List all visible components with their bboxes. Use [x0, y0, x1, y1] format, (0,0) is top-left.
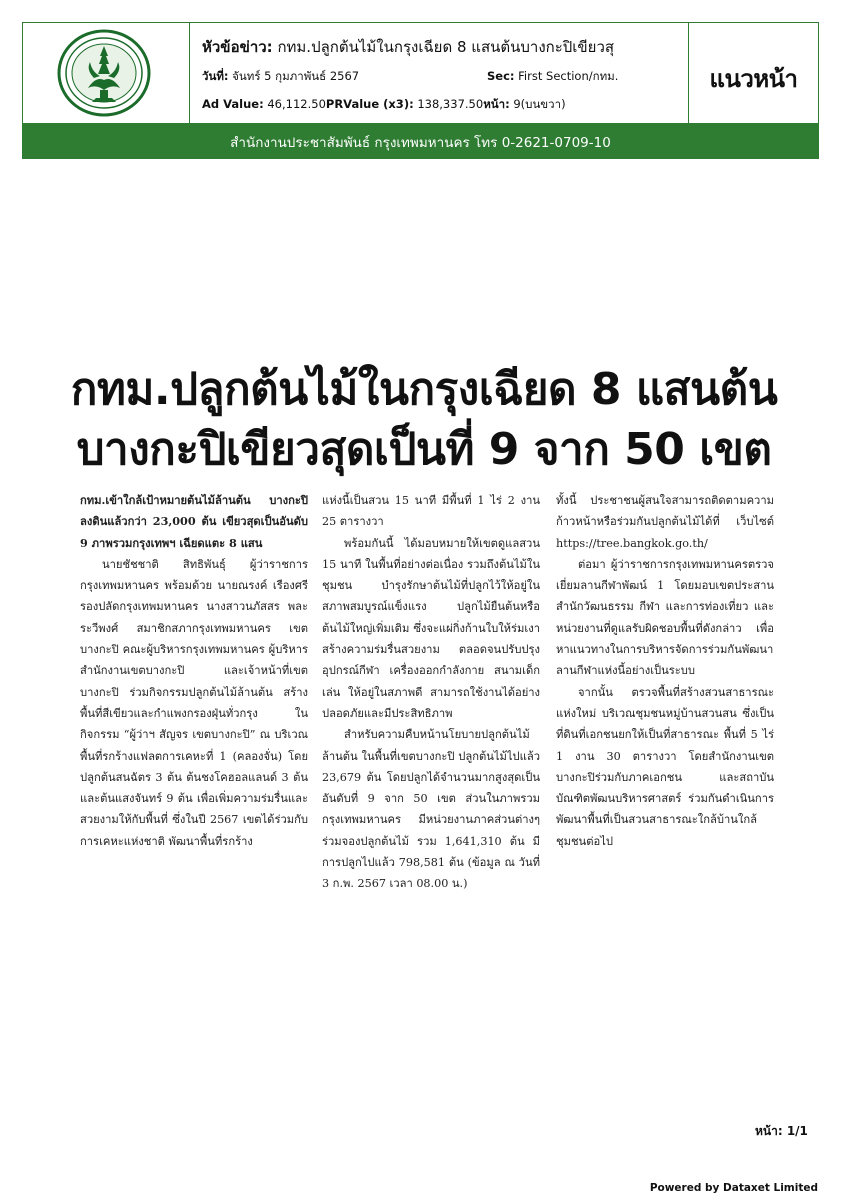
publication-cell [689, 23, 818, 123]
article-paragraph: นายชัชชาติ สิทธิพันธุ์ ผู้ว่าราชการกรุงเทพมหานคร พร้อมด้วย นายณรงค์ เรืองศรี รองปลัดกรุงเทพมหานคร นางสาวนภัสสร พละระวีพงศ์ สมาชิกสภากรุงเทพมหานคร เขตบางกะปิ คณะผู้บริหารกรุงเทพมหานคร ผู้บริหารสำนักงานเขตบางกะปิ และเจ้าหน้าที่เขตบางกะปิ ร่วมกิจกรรมปลูกต้นไม้ล้านต้น สร้างพื้นที่สีเขียวและกำแพงกรองฝุ่นทั่วกรุง ในกิจกรรม “ผู้ว่าฯ สัญจร เขตบางกะปิ” ณ บริเวณพื้นที่รกร้างแฟลตการเคหะที่ 1 (คลองจั่น) โดยปลูกต้นสนฉัตร 3 ต้น ต้นชงโคฮอลแลนด์ 3 ต้น และต้นแสงจันทร์ 9 ต้น เพื่อเพิ่มความร่มรื่นและสวยงามให้กับพื้นที่ ซึ่งในปี 2567 เขตได้ร่วมกับการเคหะแห่งชาติ พัฒนาพื้นที่รกร้าง [80, 557, 308, 848]
page-count: หน้า: 1/1 [755, 1124, 808, 1138]
value-row [202, 96, 672, 114]
article-title-line-1: กทม.ปลูกต้นไม้ในกรุงเฉียด 8 แสนต้น [70, 364, 778, 415]
logo-cell [23, 23, 190, 123]
section-label: Sec: [487, 69, 515, 83]
article-paragraph: ต่อมา ผู้ว่าราชการกรุงเทพมหานครตรวจเยี่ยมลานกีฬาพัฒน์ 1 โดยมอบเขตประสานสำนักวัฒนธรรม กีฬา และการท่องเที่ยว และหน่วยงานที่ดูแลรับผิดชอบพื้นที่ดังกล่าว เพื่อหาแนวทางในการบริหารจัดการร่วมกันพัฒนาลานกีฬาแห่งนี้อย่างเป็นระบบ [556, 557, 774, 678]
article-title-line-2: บางกะปิเขียวสุดเป็นที่ 9 จาก 50 เขต [76, 424, 772, 475]
date-value: จันทร์ 5 กุมภาพันธ์ 2567 [232, 69, 360, 83]
ad-value: 46,112.50 [267, 97, 326, 111]
publication-name: แนวหน้า [709, 65, 798, 93]
ad-value-label: Ad Value: [202, 97, 264, 111]
date-label: วันที่: [202, 69, 229, 83]
clipping-info [190, 23, 689, 123]
page-value: 9(บนขวา) [513, 97, 566, 111]
headline-text: กทม.ปลูกต้นไม้ในกรุงเฉียด 8 แสนต้นบางกะปิเขียวสุ [277, 38, 615, 56]
article-paragraph: สำหรับความคืบหน้านโยบายปลูกต้นไม้ล้านต้น ในพื้นที่เขตบางกะปิ ปลูกต้นไม้ไปแล้ว 23,679 ต้น โดยปลูกได้จำนวนมากสูงสุดเป็นอันดับที่ 9 จาก 50 เขต ส่วนในภาพรวมกรุงเทพมหานคร มีหน่วยงานภาคส่วนต่างๆ ร่วมจองปลูกต้นไม้ รวม 1,641,310 ต้น มีการปลูกไปแล้ว 798,581 ต้น (ข้อมูล ณ วันที่ 3 ก.พ. 2567 เวลา 08.00 น.) [322, 728, 540, 891]
article-paragraph: แห่งนี้เป็นสวน 15 นาที มีพื้นที่ 1 ไร่ 2 งาน 25 ตารางวา [322, 494, 540, 529]
bma-seal-logo [56, 28, 152, 118]
powered-by: Powered by Dataxet Limited [649, 1182, 818, 1194]
article-paragraph: จากนั้น ตรวจพื้นที่สร้างสวนสาธารณะแห่งใหม่ บริเวณชุมชนหมู่บ้านสวนสน ซึ่งเป็นที่ดินที่เอกชนยกให้เป็นที่สาธารณะ พื้นที่ 5 ไร่ 1 งาน 30 ตารางวา โดยสำนักงานเขตบางกะปิร่วมกับภาคเอกชน และสถาบันบัณฑิตพัฒนบริหารศาสตร์ ร่วมกันดำเนินการพัฒนาพื้นที่เป็นสวนสาธารณะใกล้บ้านใกล้ชุมชนต่อไป [556, 685, 774, 848]
headline-label: หัวข้อข่าว: [202, 38, 273, 56]
office-contact-bar: สำนักงานประชาสัมพันธ์ กรุงเทพมหานคร โทร 0-2621-0709-10 [22, 124, 819, 159]
article-lead: กทม.เข้าใกล้เป้าหมายต้นไม้ล้านต้น บางกะปิ ลงดินแล้วกว่า 23,000 ต้น เขียวสุดเป็นอันดับ 9 ภาพรวมกรุงเทพฯ เฉียดแตะ 8 แสน [80, 493, 308, 550]
article-column-2 [322, 490, 540, 895]
pr-value: 138,337.50 [417, 97, 484, 111]
article-column-1 [80, 490, 308, 852]
headline-row [202, 35, 684, 59]
article-paragraph: พร้อมกันนี้ ได้มอบหมายให้เขตดูแลสวน 15 นาที ในพื้นที่อย่างต่อเนื่อง รวมถึงต้นไม้ในชุมชน บำรุงรักษาต้นไม้ที่ปลูกไว้ให้อยู่ในสภาพสมบูรณ์แข็งแรง ปลูกไม้ยืนต้นหรือต้นไม้ใหญ่เพิ่มเติม ซึ่งจะแผ่กิ่งก้านใบให้ร่มเงา สร้างความร่มรื่นสวยงาม ตลอดจนปรับปรุงอุปกรณ์กีฬา เครื่องออกกำลังกาย สนามเด็กเล่น ให้อยู่ในสภาพดี สามารถใช้งานได้อย่างปลอดภัยและมีประสิทธิภาพ [322, 536, 540, 720]
article-column-3 [556, 490, 774, 852]
article-paragraph: ทั้งนี้ ประชาชนผู้สนใจสามารถติดตามความก้าวหน้าหรือร่วมกันปลูกต้นไม้ได้ที่ เว็บไซต์ https://tree.bangkok.go.th/ [556, 494, 774, 550]
clipping-header [22, 22, 819, 124]
section-field [487, 68, 618, 86]
pr-value-label: PRValue (x3): [325, 97, 414, 111]
date-row [202, 68, 672, 86]
page-label: หน้า: [483, 97, 510, 111]
section-value: First Section/กทม. [518, 69, 619, 83]
article-title [70, 360, 778, 480]
